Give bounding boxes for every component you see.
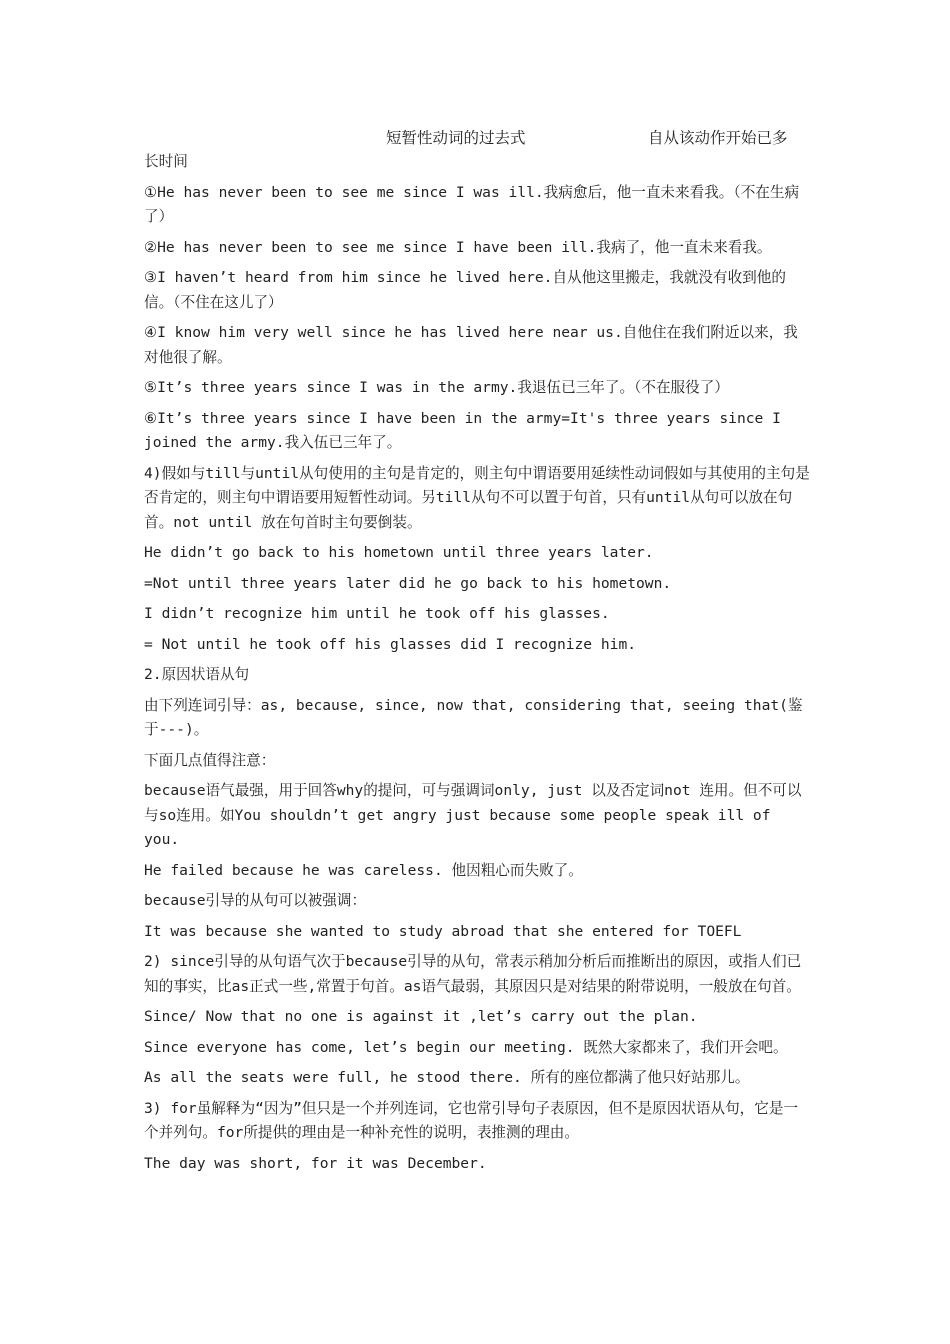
paragraph: ④I know him very well since he has lived here near us.自他住在我们附近以来，我对他很了解。 (144, 324, 798, 366)
section-heading: 2.原因状语从句 (144, 666, 250, 683)
paragraph: 下面几点值得注意： (144, 751, 276, 769)
paragraph: 长时间 (144, 153, 188, 170)
paragraph: 2) since引导的从句语气次于because引导的从句，常表示稍加分析后而推断出的原因，或指人们已知的事实，比as正式一些,常置于句首。as语气最弱，其原因只是对结果的附带说明，一般放在句首。 (144, 953, 802, 995)
paragraph: Since/ Now that no one is against it ,let’s carry out the plan. (144, 1008, 698, 1025)
header-right-text: 自从该动作开始已多 (648, 129, 788, 147)
header-left-text: 短暂性动词的过去式 (386, 129, 526, 147)
paragraph: because语气最强，用于回答why的提问，可与强调词only, just 以及否定词not 连用。但不可以与so连用。如You shouldn’t get angry just because some people speak ill of you. (144, 782, 802, 848)
paragraph: ⑤It’s three years since I was in the army.我退伍已三年了。（不在服役了） (144, 379, 729, 396)
paragraph: It was because she wanted to study abroad that she entered for TOEFL (144, 922, 742, 940)
paragraph: =Not until three years later did he go back to his hometown. (144, 574, 672, 592)
paragraph: 3) for虽解释为“因为”但只是一个并列连词，它也常引导句子表原因，但不是原因状语从句，它是一个并列句。for所提供的理由是一种补充性的说明，表推测的理由。 (144, 1099, 799, 1141)
paragraph: 4)假如与till与until从句使用的主句是肯定的，则主句中谓语要用延续性动词假如与其使用的主句是否肯定的，则主句中谓语要用短暂性动词。另till从句不可以置于句首，只有until从句可以放在句首。not until 放在句首时主句要倒装。 (144, 464, 810, 531)
paragraph: 由下列连词引导：as, because, since, now that, considering that, seeing that(鉴于---)。 (144, 696, 803, 738)
paragraph: ⑥It’s three years since I have been in the army=It's three years since I joined the army.我入伍已三年了。 (144, 409, 781, 451)
paragraph: ①He has never been to see me since I was ill.我病愈后，他一直未来看我。（不在生病了） (144, 183, 800, 225)
document-body (144, 150, 812, 1182)
paragraph: As all the seats were full, he stood there. 所有的座位都满了他只好站那儿。 (144, 1069, 750, 1086)
paragraph: = Not until he took off his glasses did I recognize him. (144, 635, 637, 653)
paragraph: ③I haven’t heard from him since he lived here.自从他这里搬走，我就没有收到他的信。（不住在这儿了） (144, 269, 786, 311)
paragraph: He didn’t go back to his hometown until three years later. (144, 544, 654, 561)
paragraph: I didn’t recognize him until he took off his glasses. (144, 605, 610, 622)
paragraph: The day was short, for it was December. (144, 1154, 487, 1172)
paragraph: Since everyone has come, let’s begin our meeting. 既然大家都来了，我们开会吧。 (144, 1038, 788, 1056)
paragraph: because引导的从句可以被强调： (144, 892, 367, 909)
paragraph: He failed because he was careless. 他因粗心而失败了。 (144, 861, 583, 879)
paragraph: ②He has never been to see me since I have been ill.我病了，他一直未来看我。 (144, 238, 772, 256)
